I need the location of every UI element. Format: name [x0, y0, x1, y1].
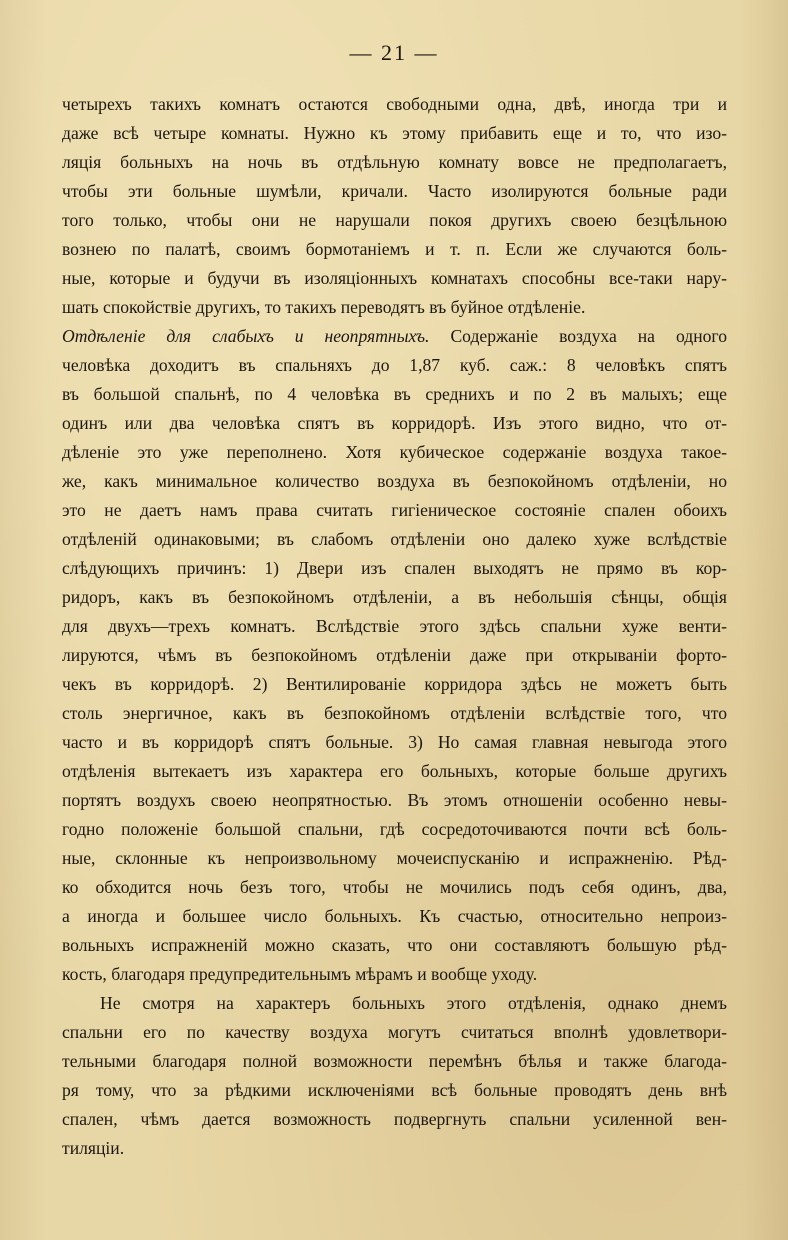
- section-heading: Отдѣленіе для слабыхъ и неопрятныхъ.: [62, 326, 430, 346]
- text-line: чтобы эти больные шумѣли, кричали. Часто изолируются больные ради: [62, 181, 727, 201]
- text-line: спален, чѣмъ дается возможность подвергнуть спальни усиленной вен-: [62, 1109, 727, 1129]
- text-line: ные, склонные къ непроизвольному мочеиспусканію и испражненію. Рѣд-: [62, 848, 727, 868]
- text-line: въ большой спальнѣ, по 4 человѣка въ среднихъ и по 2 въ малыхъ; еще: [62, 384, 727, 404]
- text-line: часто и въ корридорѣ спятъ больные. 3) Но самая главная невыгода этого: [62, 732, 727, 752]
- section-heading-rest: Содержаніе воздуха на одного: [450, 326, 727, 346]
- text-line: спальни его по качеству воздуха могутъ считаться вполнѣ удовлетвори-: [62, 1022, 727, 1042]
- paragraph-start: Не смотря на характеръ больныхъ этого отдѣленія, однако днемъ: [100, 993, 727, 1013]
- body-text: [62, 90, 727, 1163]
- text-line: ридоръ, какъ въ безпокойномъ отдѣленіи, а въ небольшія сѣнцы, общія: [62, 587, 727, 607]
- text-line: слѣдующихъ причинъ: 1) Двери изъ спален выходятъ не прямо въ кор-: [62, 558, 727, 578]
- text-line: чекъ въ корридорѣ. 2) Вентилированіе корридора здѣсь не можетъ быть: [62, 674, 727, 694]
- text-line: же, какъ минимальное количество воздуха въ безпокойномъ отдѣленіи, но: [62, 471, 727, 491]
- text-line: это не даетъ намъ права считать гигіеническое состояніе спален обоихъ: [62, 500, 727, 520]
- text-line: тиляціи.: [62, 1138, 125, 1158]
- text-line: а иногда и большее число больныхъ. Къ счастью, относительно непроиз-: [62, 906, 727, 926]
- text-line: ные, которые и будучи въ изоляціонныхъ комнатахъ способны все-таки нару-: [62, 268, 727, 288]
- text-line: четырехъ такихъ комнатъ остаются свободными одна, двѣ, иногда три и: [62, 94, 727, 114]
- text-line: годно положеніе большой спальни, гдѣ сосредоточиваются почти всѣ боль-: [62, 819, 727, 839]
- text-line: того только, чтобы они не нарушали покоя другихъ своею безцѣльною: [62, 210, 727, 230]
- text-line: вольныхъ испражненій можно сказать, что они составляютъ большую рѣд-: [62, 935, 727, 955]
- text-line: дѣленіе это уже переполнено. Хотя кубическое содержаніе воздуха такое-: [62, 442, 727, 462]
- text-line: шать спокойствіе другихъ, то такихъ переводятъ въ буйное отдѣленіе.: [62, 297, 586, 317]
- text-line: столь энергичное, какъ въ безпокойномъ отдѣленіи вслѣдствіе того, что: [62, 703, 727, 723]
- text-line: человѣка доходитъ въ спальняхъ до 1,87 куб. саж.: 8 человѣкъ спятъ: [62, 355, 727, 375]
- page-number: — 21 —: [349, 40, 439, 65]
- text-line: лируются, чѣмъ въ безпокойномъ отдѣленіи даже при открываніи форто-: [62, 645, 727, 665]
- text-line: отдѣленій одинаковыми; въ слабомъ отдѣленіи оно далеко хуже вслѣдствіе: [62, 529, 727, 549]
- section-first-line: [62, 322, 727, 351]
- text-line: тельными благодаря полной возможности перемѣнъ бѣлья и также благода-: [62, 1051, 727, 1071]
- text-line: ря тому, что за рѣдкими исключеніями всѣ больные проводятъ день внѣ: [62, 1080, 727, 1100]
- text-line: [62, 989, 727, 1018]
- text-line: портятъ воздухъ своею неопрятностью. Въ этомъ отношеніи особенно невы-: [62, 790, 727, 810]
- text-line: ко обходится ночь безъ того, чтобы не мочились подъ себя одинъ, два,: [62, 877, 727, 897]
- text-line: отдѣленія вытекаетъ изъ характера его больныхъ, которые больше другихъ: [62, 761, 727, 781]
- text-line: для двухъ—трехъ комнатъ. Вслѣдствіе этого здѣсь спальни хуже венти-: [62, 616, 727, 636]
- text-line: одинъ или два человѣка спятъ въ корридорѣ. Изъ этого видно, что от-: [62, 413, 727, 433]
- text-line: даже всѣ четыре комнаты. Нужно къ этому прибавить еще и то, что изо-: [62, 123, 727, 143]
- text-line: ляція больныхъ на ночь въ отдѣльную комнату вовсе не предполагаетъ,: [62, 152, 727, 172]
- text-line: вознею по палатѣ, своимъ бормотаніемъ и т. п. Если же случаются боль-: [62, 239, 727, 259]
- text-line: кость, благодаря предупредительнымъ мѣрамъ и вообще уходу.: [62, 964, 538, 984]
